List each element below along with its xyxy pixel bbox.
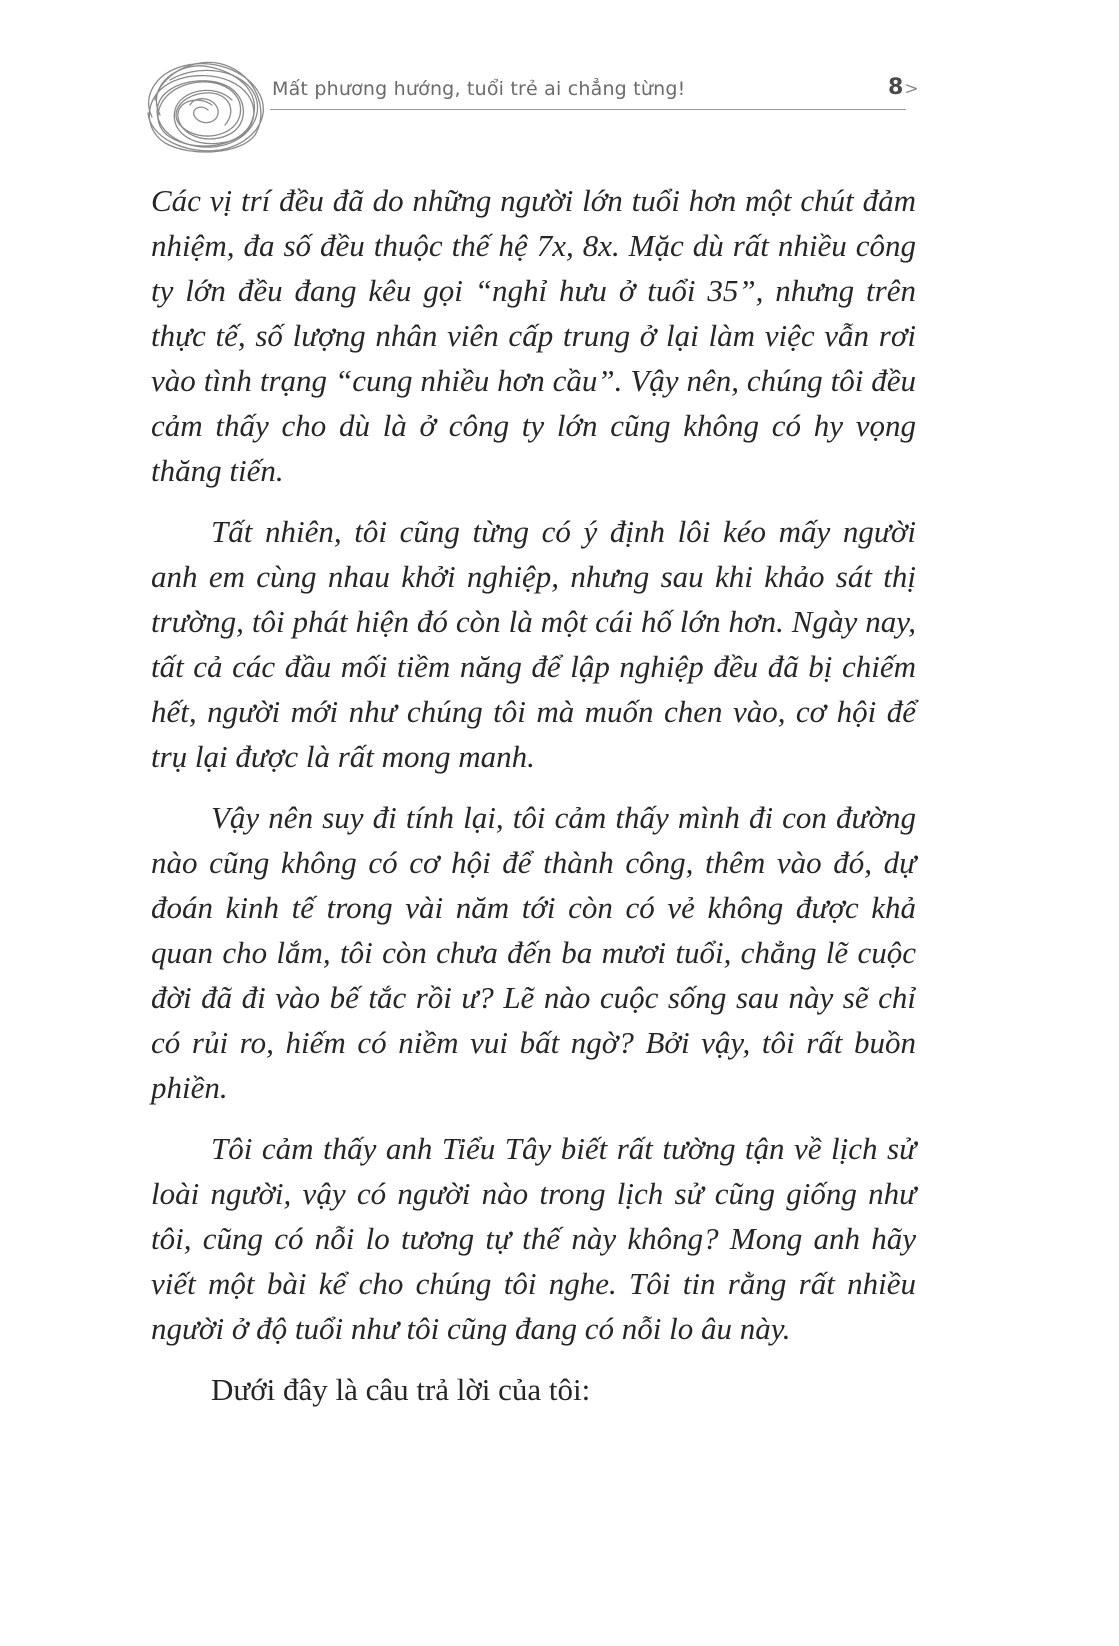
page-number [888, 75, 919, 100]
running-title: Mất phương hướng, tuổi trẻ ai chẳng từng! [272, 78, 686, 100]
header-divider [270, 109, 906, 110]
paragraph-1: Các vị trí đều đã do những người lớn tuổi hơn một chút đảm nhiệm, đa số đều thuộc thế hệ 7x, 8x. Mặc dù rất nhiều công ty lớn đều đang kêu gọi “nghỉ hưu ở tuổi 35”, nhưng trên thực tế, số lượng nhân viên cấp trung ở lại làm việc vẫn rơi vào tình trạng “cung nhiều hơn cầu”. Vậy nên, chúng tôi đều cảm thấy cho dù là ở công ty lớn cũng không có hy vọng thăng tiến. [151, 183, 916, 488]
page-header [140, 55, 940, 155]
paragraph-3: Vậy nên suy đi tính lại, tôi cảm thấy mình đi con đường nào cũng không có cơ hội để thành công, thêm vào đó, dự đoán kinh tế trong vài năm tới còn có vẻ không được khả quan cho lắm, tôi còn chưa đến ba mươi tuổi, chẳng lẽ cuộc đời đã đi vào bế tắc rồi ư? Lẽ nào cuộc sống sau này sẽ chỉ có rủi ro, hiếm có niềm vui bất ngờ? Bởi vậy, tôi rất buồn phiền. [151, 800, 916, 1105]
scribble-icon [140, 55, 275, 155]
paragraph-2: Tất nhiên, tôi cũng từng có ý định lôi kéo mấy người anh em cùng nhau khởi nghiệp, nhưng sau khi khảo sát thị trường, tôi phát hiện đó còn là một cái hố lớn hơn. Ngày nay, tất cả các đầu mối tiềm năng để lập nghiệp đều đã bị chiếm hết, người mới như chúng tôi mà muốn chen vào, cơ hội để trụ lại được là rất mong manh. [151, 514, 916, 774]
paragraph-4: Tôi cảm thấy anh Tiểu Tây biết rất tường tận về lịch sử loài người, vậy có người nào trong lịch sử cũng giống như tôi, cũng có nỗi lo tương tự thế này không? Mong anh hãy viết một bài kể cho chúng tôi nghe. Tôi tin rằng rất nhiều người ở độ tuổi như tôi cũng đang có nỗi lo âu này. [151, 1131, 916, 1346]
page-arrow-icon: > [904, 79, 919, 99]
body-text [151, 178, 916, 1412]
page-number-value: 8 [888, 75, 904, 100]
answer-intro: Dưới đây là câu trả lời của tôi: [211, 1372, 591, 1407]
